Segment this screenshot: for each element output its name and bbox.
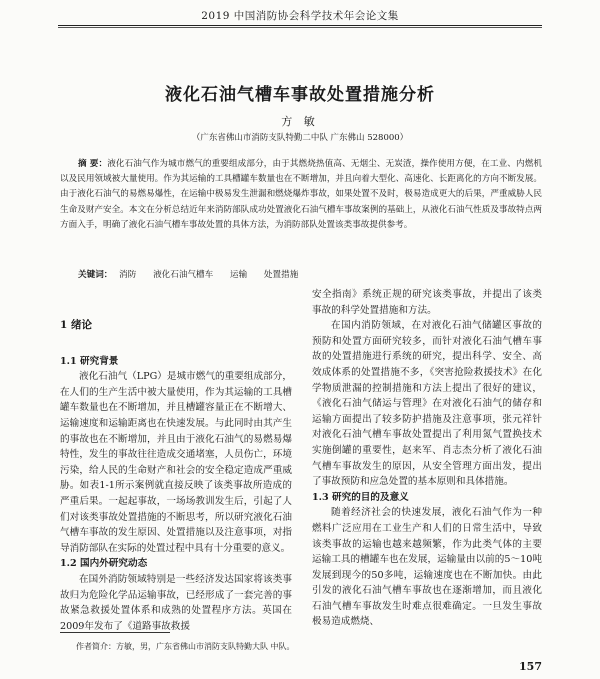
- subsection-heading-1-2: 1.2 国内外研究动态: [60, 558, 148, 570]
- subsection-heading-1-3: 1.3 研究的目的及意义: [312, 491, 409, 503]
- keywords-label: 关键词：: [78, 270, 113, 280]
- keyword-item: 处置措施: [263, 270, 299, 280]
- subsection-heading-1-1: 1.1 研究背景: [60, 355, 119, 367]
- header-rule-thin: [58, 27, 542, 28]
- header-rule: [58, 25, 542, 26]
- section-heading-1: 1 绪论: [60, 319, 92, 331]
- paper-title: 液化石油气槽车事故处置措施分析: [165, 85, 435, 105]
- paragraph: 在国内消防领域，在对液化石油气储罐区事故的预防和处置方面研究较多，而针对液化石油气槽车事故的处置措施进行系统的研究，提出科学、安全、高效成体系的处置措施不多，《突害抢险救援技术》在化学物质泄漏的控制措施和方法上提出了很好的建议，《液化石油气储运与管理》在对液化石油气的储存和运输方面提出了较多防护措施及注意事项，张元祥针对液化石油气槽车事故处置提出了利用氮气置换技术实施倒罐的重要性，赵来军、肖志杰分析了液化石油气槽车事故发生的原因，从安全管理方面出发，提出了事故预防和应急处置的基本原则和具体措施。: [312, 320, 542, 488]
- paragraph-continued: 安全指南》系统正规的研究该类事故，并提出了该类事故的科学处置措施和方法。: [312, 289, 542, 316]
- keyword-item: 液化石油气槽车: [153, 270, 214, 280]
- abstract: [60, 157, 542, 233]
- paragraph: 随着经济社会的快速发展，液化石油气作为一种燃料广泛应用在工业生产和人们的日常生活中，导致该类事故的运输也越来越频繁，作为此类气体的主要运输工具的槽罐车也在发展，运输量由以前的5～10吨发展到现今的50多吨，运输速度也在不断加快。由此引发的液化石油气槽车事故也在逐渐增加，而且液化石油气槽车事故发生时难点很难确定。一旦发生事故极易造成燃烧、: [312, 507, 542, 628]
- author-name: 方 敏: [281, 115, 319, 128]
- paragraph: 在国外消防领域特别是一些经济发达国家将该类事故归为危险化学品运输事故，已经形成了一套完善的事故紧急救援处置体系和成熟的处置程序方法。英国在2009年发布了《道路事故救援: [60, 573, 292, 632]
- paragraph: 液化石油气（LPG）是城市燃气的重要组成部分，在人们的生产生活中被大量使用，作为其运输的工具槽罐车数量也在不断增加，并且槽罐容量正在不断增大、运输速度和运输距离也在快速发展。与此同时由其产生的事故也在不断增加，并且由于液化石油气的易燃易爆特性，发生的事故往往造成交通堵塞，人员伤亡，环境污染，给人民的生命财产和社会的安全稳定造成严重威胁。如表1-1所示案例就直接反映了该类事故所造成的严重后果。一起起事故，一场场教训发生后，引起了人们对该类事故处置措施的不断思考，所以研究液化石油气槽车事故的发生原因、处置措施以及注意事项，对指导消防部队在实际的处置过程中具有十分重要的意义。: [60, 371, 292, 554]
- abstract-label: 摘 要：: [78, 159, 108, 169]
- left-column: [60, 318, 292, 634]
- footnote-rule: [60, 632, 170, 633]
- abstract-text: 液化石油气作为城市燃气的重要组成部分，由于其燃烧热值高、无烟尘、无炭渣，操作使用方便，在工业、内燃机以及民用领域被大量使用。作为其运输的工具槽罐车数量也在不断增加，并且向着大型化、高速化、长距离化的方向不断发展。由于液化石油气的易燃易爆性，在运输中极易发生泄漏和燃烧爆炸事故，如果处置不及时，极易造成更大的后果，严重威胁人民生命及财产安全。本文在分析总结近年来消防部队成功处置液化石油气槽车事故案例的基础上，从液化石油气性质及事故特点两方面入手，明确了液化石油气槽车事故处置的具体方法，为消防部队处置该类事故提供参考。: [60, 159, 542, 230]
- keyword-item: 消防: [119, 270, 137, 280]
- right-column: [312, 287, 542, 630]
- author-affiliation: （广东省佛山市消防支队特勤二中队 广东佛山 528000）: [191, 133, 409, 143]
- author-footnote: 作者简介：方敏，男，广东省佛山市消防支队特勤大队 中队。: [76, 642, 295, 651]
- keyword-item: 运输: [229, 270, 248, 280]
- keywords: [78, 268, 542, 280]
- page-number: 157: [519, 660, 542, 673]
- running-header: 2019 中国消防协会科学技术年会论文集: [201, 10, 399, 22]
